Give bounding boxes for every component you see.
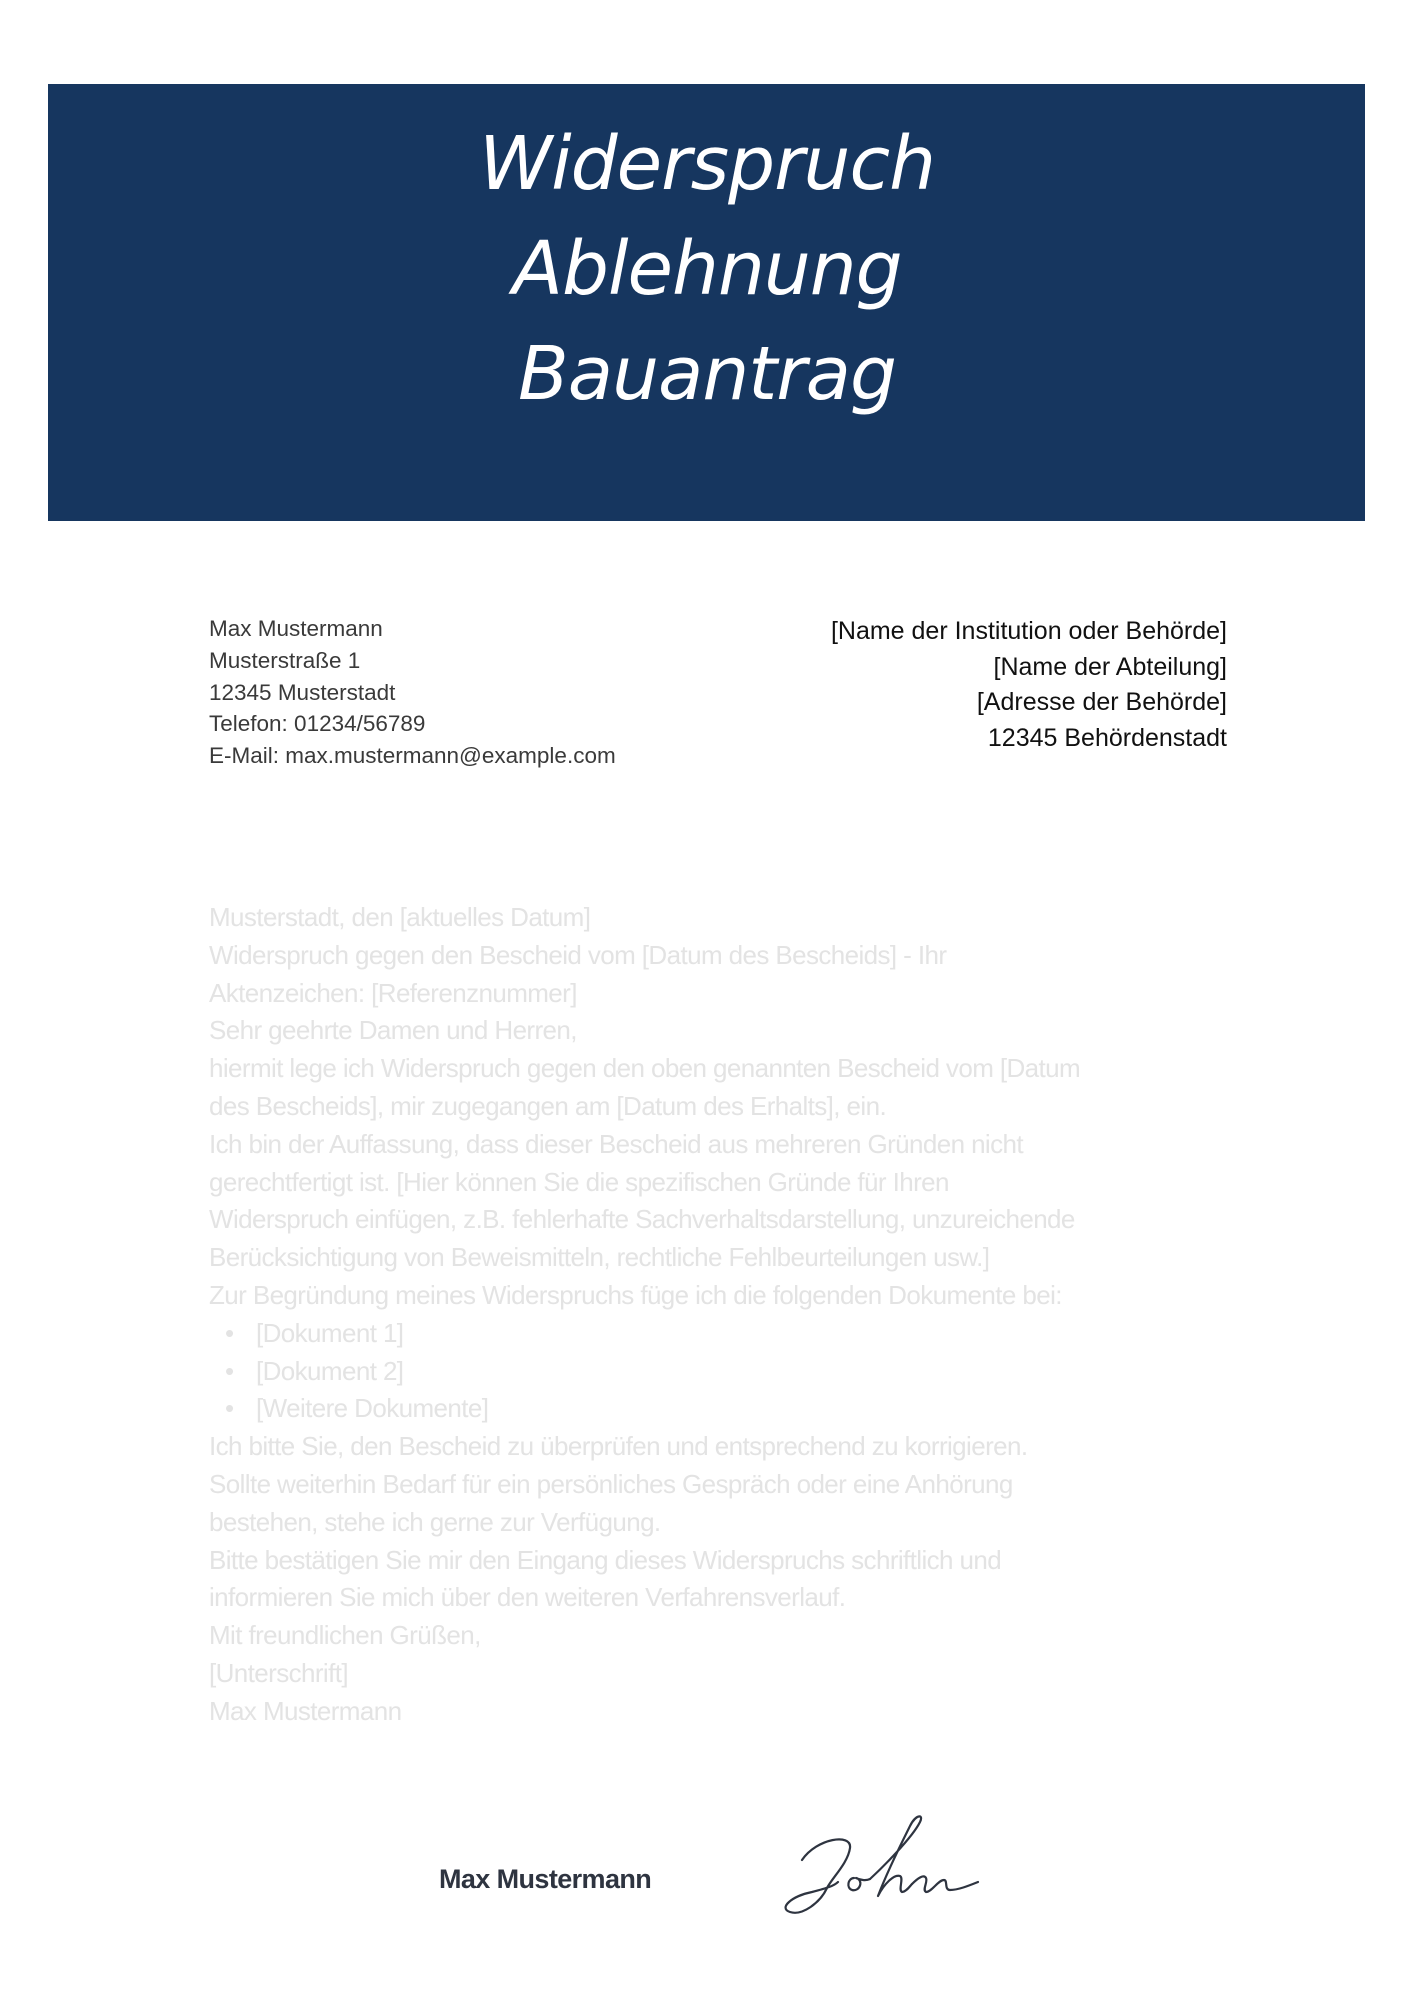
recipient-address: [Adresse der Behörde] <box>976 688 1227 716</box>
closing: Mit freundlichen Grüßen, <box>209 1620 481 1651</box>
recipient-address-block <box>831 614 1227 756</box>
signer-name: Max Mustermann <box>209 1695 402 1726</box>
document-item-label: [Dokument 2] <box>256 1355 404 1386</box>
sender-street: Musterstraße 1 <box>209 647 361 673</box>
paragraph-4-line-1: Sollte weiterhin Bedarf für ein persönliches Gespräch oder eine Anhörung <box>209 1468 1013 1499</box>
title-line-3: Bauantrag <box>517 331 897 417</box>
list-item <box>209 1353 1209 1391</box>
handwritten-signature-icon <box>772 1808 987 1923</box>
documents-list <box>209 1315 1209 1428</box>
sender-phone: Telefon: 01234/56789 <box>209 711 426 737</box>
sender-email: E-Mail: max.mustermann@example.com <box>209 743 616 769</box>
paragraph-2-line-2: gerechtfertigt ist. [Hier können Sie die spezifischen Gründe für Ihren <box>209 1166 949 1197</box>
title-line-2: Ablehnung <box>512 226 902 312</box>
salutation: Sehr geehrte Damen und Herren, <box>209 1015 577 1046</box>
recipient-city: 12345 Behördenstadt <box>987 723 1227 752</box>
paragraph-2-line-4: Berücksichtigung von Beweismitteln, rechtliche Fehlbeurteilungen usw.] <box>209 1242 990 1273</box>
bullet-icon: • <box>225 1393 234 1424</box>
list-item <box>209 1315 1209 1353</box>
paragraph-5-line-1: Bitte bestätigen Sie mir den Eingang dieses Widerspruchs schriftlich und <box>209 1544 1002 1575</box>
paragraph-3: Ich bitte Sie, den Bescheid zu überprüfen und entsprechend zu korrigieren. <box>209 1431 1028 1462</box>
paragraph-4-line-2: bestehen, stehe ich gerne zur Verfügung. <box>209 1506 661 1537</box>
letter-body <box>209 899 1209 1731</box>
sender-city: 12345 Musterstadt <box>209 679 396 705</box>
document-item-label: [Weitere Dokumente] <box>256 1393 489 1424</box>
paragraph-1-line-1: hiermit lege ich Widerspruch gegen den oben genannten Bescheid vom [Datum <box>209 1053 1081 1084</box>
title-line-1: Widerspruch <box>478 121 936 207</box>
paragraph-2-line-1: Ich bin der Auffassung, dass dieser Bescheid aus mehreren Gründen nicht <box>209 1128 1023 1159</box>
list-item <box>209 1390 1209 1428</box>
footer-signer-name: Max Mustermann <box>439 1864 652 1894</box>
bullet-icon: • <box>225 1355 234 1386</box>
signature-placeholder: [Unterschrift] <box>209 1657 348 1688</box>
recipient-department: [Name der Abteilung] <box>993 652 1227 681</box>
document-item-label: [Dokument 1] <box>256 1317 404 1348</box>
sender-address-block <box>209 613 616 772</box>
subject-line-2: Aktenzeichen: [Referenznummer] <box>209 977 577 1008</box>
documents-intro: Zur Begründung meines Widerspruchs füge ich die folgenden Dokumente bei: <box>209 1279 1062 1310</box>
recipient-institution: [Name der Institution oder Behörde] <box>830 617 1227 645</box>
document-title <box>0 112 1414 427</box>
paragraph-2-line-3: Widerspruch einfügen, z.B. fehlerhafte Sachverhaltsdarstellung, unzureichende <box>209 1204 1075 1235</box>
bullet-icon: • <box>225 1317 234 1348</box>
sender-name: Max Mustermann <box>209 616 383 641</box>
paragraph-1-line-2: des Bescheids], mir zugegangen am [Datum des Erhalts], ein. <box>209 1090 887 1121</box>
paragraph-5-line-2: informieren Sie mich über den weiteren Verfahrensverlauf. <box>209 1582 846 1613</box>
date-line: Musterstadt, den [aktuelles Datum] <box>209 902 591 932</box>
subject-line-1: Widerspruch gegen den Bescheid vom [Datum des Bescheids] - Ihr <box>209 939 947 970</box>
